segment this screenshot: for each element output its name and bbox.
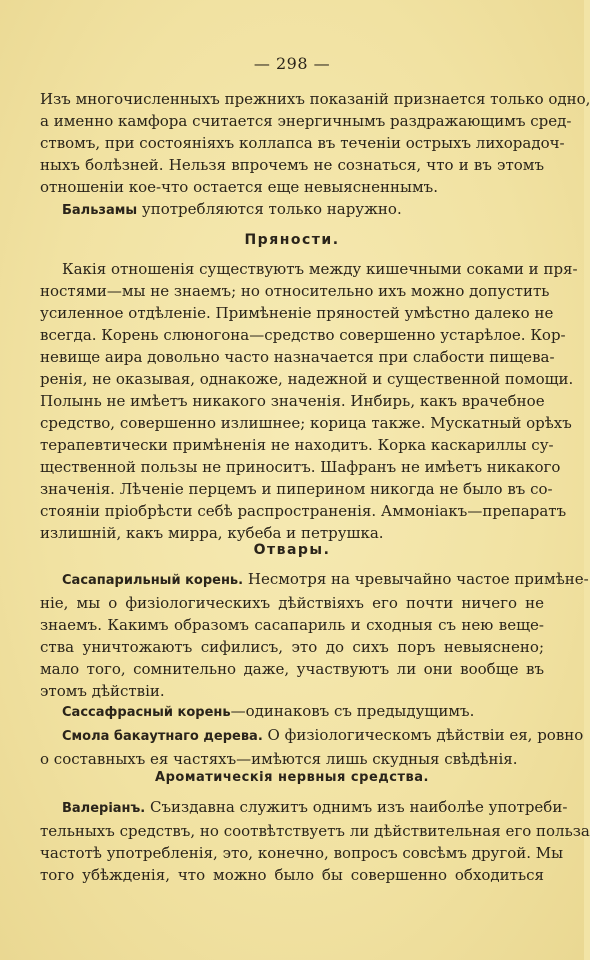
text-line: всегда. Корень слюногона—средство совершенно устарѣлое. Кор- [40, 326, 566, 344]
page-number: — 298 — [253, 54, 331, 73]
text-line: О физіологическомъ дѣйствіи ея, ровно [262, 726, 584, 744]
heading-spices: Пряности. [244, 232, 340, 248]
text-line: Съиздавна служитъ однимъ изъ наиболѣе употреби- [145, 798, 568, 816]
term-balsams: Бальзамы [62, 203, 138, 218]
text-line: этомъ дѣйствіи. [40, 682, 165, 700]
text-line: ніе, мы о физіологическихъ дѣйствіяхъ его почти ничего не [40, 594, 544, 612]
text-line: средство, совершенно излишнее; корица также. Мускатный орѣхъ [40, 414, 572, 432]
text-line: о составныхъ ея частяхъ—имѣются лишь скудныя свѣдѣнія. [40, 750, 518, 768]
text-line: Изъ многочисленныхъ прежнихъ показаній признается только одно, [40, 90, 590, 108]
paragraph-valerian [40, 796, 590, 886]
heading-aromatic-nervines: Ароматическія нервныя средства. [155, 770, 429, 785]
text-line: ствомъ, при состояніяхъ коллапса въ теченіи острыхъ лихорадоч- [40, 134, 565, 152]
balsams-text: употребляются только наружно. [137, 200, 402, 218]
paragraph-spices [40, 258, 578, 544]
text-line: щественной пользы не приноситъ. Шафранъ не имѣетъ никакого [40, 458, 561, 476]
text-line: ства уничтожаютъ сифилисъ, это до сихъ поръ невыяснено; [40, 638, 544, 656]
text-line: отношеніи кое-что остается еще невыясненнымъ. [40, 178, 438, 196]
text-line: ностями—мы не знаемъ; но относительно ихъ можно допустить [40, 282, 550, 300]
text-line: значенія. Лѣченіе перцемъ и пиперином никогда не было въ со- [40, 480, 553, 498]
text-line: знаемъ. Какимъ образомъ сасапариль и сходныя съ нею веще- [40, 616, 544, 634]
text-line: частотѣ употребленія, это, конечно, вопросъ совсѣмъ другой. Мы [40, 844, 564, 862]
text-line: того убѣжденія, что можно было бы совершенно обходиться [40, 866, 544, 884]
term-valerian: Валеріанъ. [62, 801, 146, 816]
text-line: Несмотря на чревычайно частое примѣне- [243, 570, 589, 588]
text-line: мало того, сомнительно даже, участвуютъ ли они вообще въ [40, 660, 544, 678]
text-line: усиленное отдѣленіе. Примѣненіе пряностей умѣстно далеко не [40, 304, 554, 322]
term-sarsaparilla: Сасапарильный корень. [62, 573, 244, 588]
sassafras-text: —одинаковъ съ предыдущимъ. [230, 702, 475, 720]
text-line: Полынь не имѣетъ никакого значенія. Инбирь, какъ врачебное [40, 392, 545, 410]
term-resin: Смола бакаутнаго дерева. [62, 729, 263, 744]
text-line: терапевтически примѣненія не находитъ. Корка каскариллы су- [40, 436, 554, 454]
text-line: стояніи пріобрѣсти себѣ распространенія. Аммоніакъ—препаратъ [40, 502, 567, 520]
paragraph-sassafras [40, 700, 544, 724]
text-line: Какія отношенія существуютъ между кишечными соками и пря- [62, 260, 578, 278]
text-line: невище аира довольно часто назначается при слабости пищева- [40, 348, 555, 366]
text-line: ныхъ болѣзней. Нельзя впрочемъ не сознаться, что и въ этомъ [40, 156, 544, 174]
paragraph-sarsaparilla [40, 568, 589, 702]
paragraph-resin [40, 724, 584, 770]
text-line: излишній, какъ мирра, кубеба и петрушка. [40, 524, 384, 542]
text-line: ренія, не оказывая, однакоже, надежной и существенной помощи. [40, 370, 574, 388]
paragraph-balsams [40, 198, 544, 222]
text-line: тельныхъ средствъ, но соотвѣтствуетъ ли дѣйствительная его польза [40, 822, 590, 840]
text-line: а именно камфора считается энергичнымъ раздражающимъ сред- [40, 112, 572, 130]
term-sassafras: Сассафрасный корень [62, 705, 231, 720]
heading-decoctions: Отвары. [253, 542, 331, 558]
paragraph-camphor [40, 88, 590, 198]
